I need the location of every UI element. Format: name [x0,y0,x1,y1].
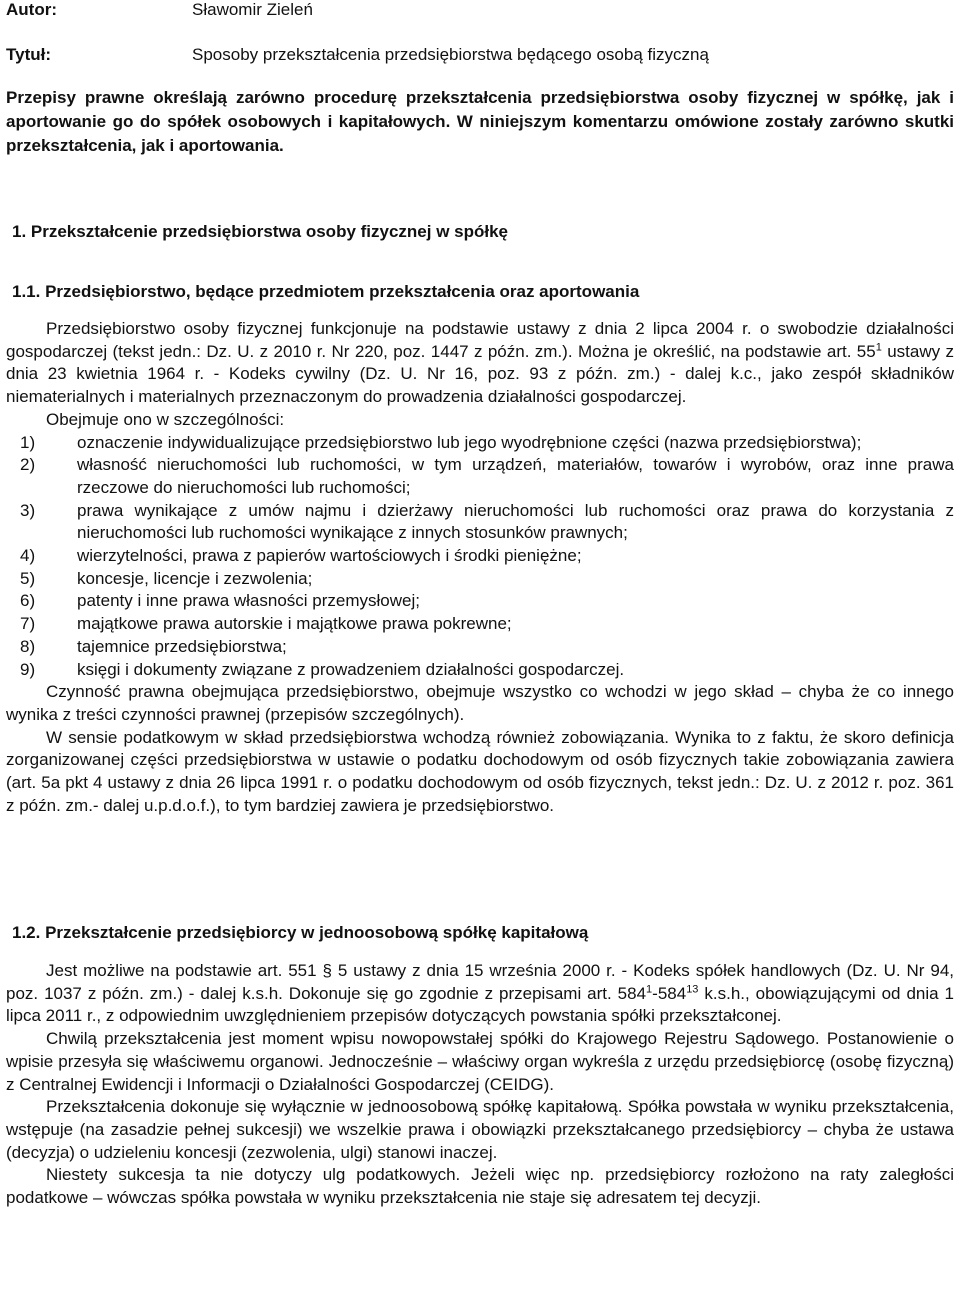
section-1-2-body [6,960,954,1210]
list-item: 3) prawa wynikające z umów najmu i dzierżawy nieruchomości lub ruchomości oraz prawa do korzystania z nieruchomości lub ruchomości wynikające z innych stosunków prawnych; [20,500,954,543]
paragraph-enterprise-definition: Przedsiębiorstwo osoby fizycznej funkcjonuje na podstawie ustawy z dnia 2 lipca 2004 r. o swobodzie działalności gospodarczej (tekst jedn.: Dz. U. z 2010 r. Nr 220, poz. 1447 z późn. zm.). Można je określić, na podstawie art. $55^1$ ustawy z dnia 23 kwietnia 1964 r. - Kodeks cywilny (Dz. U. Nr 16, poz. 93 z późn. zm.) - dalej k.c., jako zespół składników niematerialnych i materialnych przeznaczonym do prowadzenia działalności gospodarczej. [6,319,954,407]
list-item: 6) patenty i inne prawa własności przemysłowej; [20,591,420,611]
section-1-1-body [6,318,954,817]
title-label: Tytuł: [6,45,52,64]
components-list [6,432,954,682]
list-item: 1) oznaczenie indywidualizujące przedsiębiorstwo lub jego wyodrębnione części (nazwa przedsiębiorstwa); [20,432,862,452]
paragraph-tax-sense: W sensie podatkowym w skład przedsiębiorstwa wchodzą również zobowiązania. Wynika to z faktu, że skoro definicja zorganizowanej części przedsiębiorstwa w ustawie o podatku dochodowym od osób fizycznych takie zobowiązania zawiera (art. 5a pkt 4 ustawy z dnia 26 lipca 1991 r. o podatku dochodowym od osób fizycznych, tekst jedn.: Dz. U. z 2012 r. poz. 361 z późn. zm.- dalej u.p.d.o.f.), to tym bardziej zawiera je przedsiębiorstwo. [6,727,954,815]
author-label: Autor: [6,0,57,19]
paragraph-legal-basis: Jest możliwe na podstawie art. 551 § 5 ustawy z dnia 15 września 2000 r. - Kodeks spółek handlowych (Dz. U. Nr 94, poz. 1037 z późn. zm.) - dalej k.s.h. Dokonuje się go zgodnie z przepisami art. $584^1-584^{13}$ k.s.h., obowiązującymi od dnia 1 lipca 2011 r., z odpowiednim uwzględnieniem przepisów dotyczących powstania spółki przekształconej. [6,961,954,1026]
list-item: 9) księgi i dokumenty związane z prowadzeniem działalności gospodarczej. [20,659,625,679]
section-heading-1-2: 1.2. Przekształcenie przedsiębiorcy w jednoosobową spółkę kapitałową [12,923,589,942]
author-name: Sławomir Zieleń [192,0,313,19]
paragraph-tax-reliefs: Niestety sukcesja ta nie dotyczy ulg podatkowych. Jeżeli więc np. przedsiębiorcy rozłożono na raty zaległości podatkowe – wówczas spółka powstała w wyniku przekształcenia nie staje się adresatem tej decyzji. [6,1165,954,1208]
list-item: 5) koncesje, licencje i zezwolenia; [20,568,313,588]
document-title: Sposoby przekształcenia przedsiębiorstwa będącego osobą fizyczną [192,45,709,64]
section-heading-1: 1. Przekształcenie przedsiębiorstwa osoby fizycznej w spółkę [12,222,509,241]
paragraph-moment: Chwilą przekształcenia jest moment wpisu nowopowstałej spółki do Krajowego Rejestru Sądowego. Postanowienie o wpisie przesyła się właściwemu organowi. Jednocześnie – właściwy organ wykreśla z urzędu przedsiębiorcę (osobę fizyczną) z Centralnej Ewidencji i Informacji o Działalności Gospodarczej (CEIDG). [6,1029,954,1094]
list-item: 2) własność nieruchomości lub ruchomości, w tym urządzeń, materiałów, towarów i wyrobów, oraz inne prawa rzeczowe do nieruchomości lub ruchomości; [20,455,954,497]
paragraph-includes: Obejmuje ono w szczególności: [46,409,285,429]
list-item: 4) wierzytelności, prawa z papierów wartościowych i środki pieniężne; [20,546,582,566]
lead-paragraph: Przepisy prawne określają zarówno procedurę przekształcenia przedsiębiorstwa osoby fizycznej w spółkę, jak i aportowanie go do spółek osobowych i kapitałowych. W niniejszym komentarzu omówione zostały zarówno skutki przekształcenia, jak i aportowania. [6,88,954,155]
section-heading-1-1: 1.1. Przedsiębiorstwo, będące przedmiotem przekształcenia oraz aportowania [12,282,640,301]
list-item: 8) tajemnice przedsiębiorstwa; [20,636,287,656]
list-item: 7) majątkowe prawa autorskie i majątkowe prawa pokrewne; [20,614,512,634]
paragraph-legal-act: Czynność prawna obejmująca przedsiębiorstwo, obejmuje wszystko co wchodzi w jego skład – chyba że co innego wynika z treści czynności prawnej (przepisów szczególnych). [6,682,954,724]
paragraph-succession: Przekształcenia dokonuje się wyłącznie w jednoosobową spółkę kapitałową. Spółka powstała w wyniku przekształcenia, wstępuje (na zasadzie pełnej sukcesji) we wszelkie prawa i obowiązki przekształcanego przedsiębiorcy – chyba że ustawa (decyzja) o udzieleniu koncesji (zezwolenia, ulgi) stanowi inaczej. [6,1097,954,1162]
